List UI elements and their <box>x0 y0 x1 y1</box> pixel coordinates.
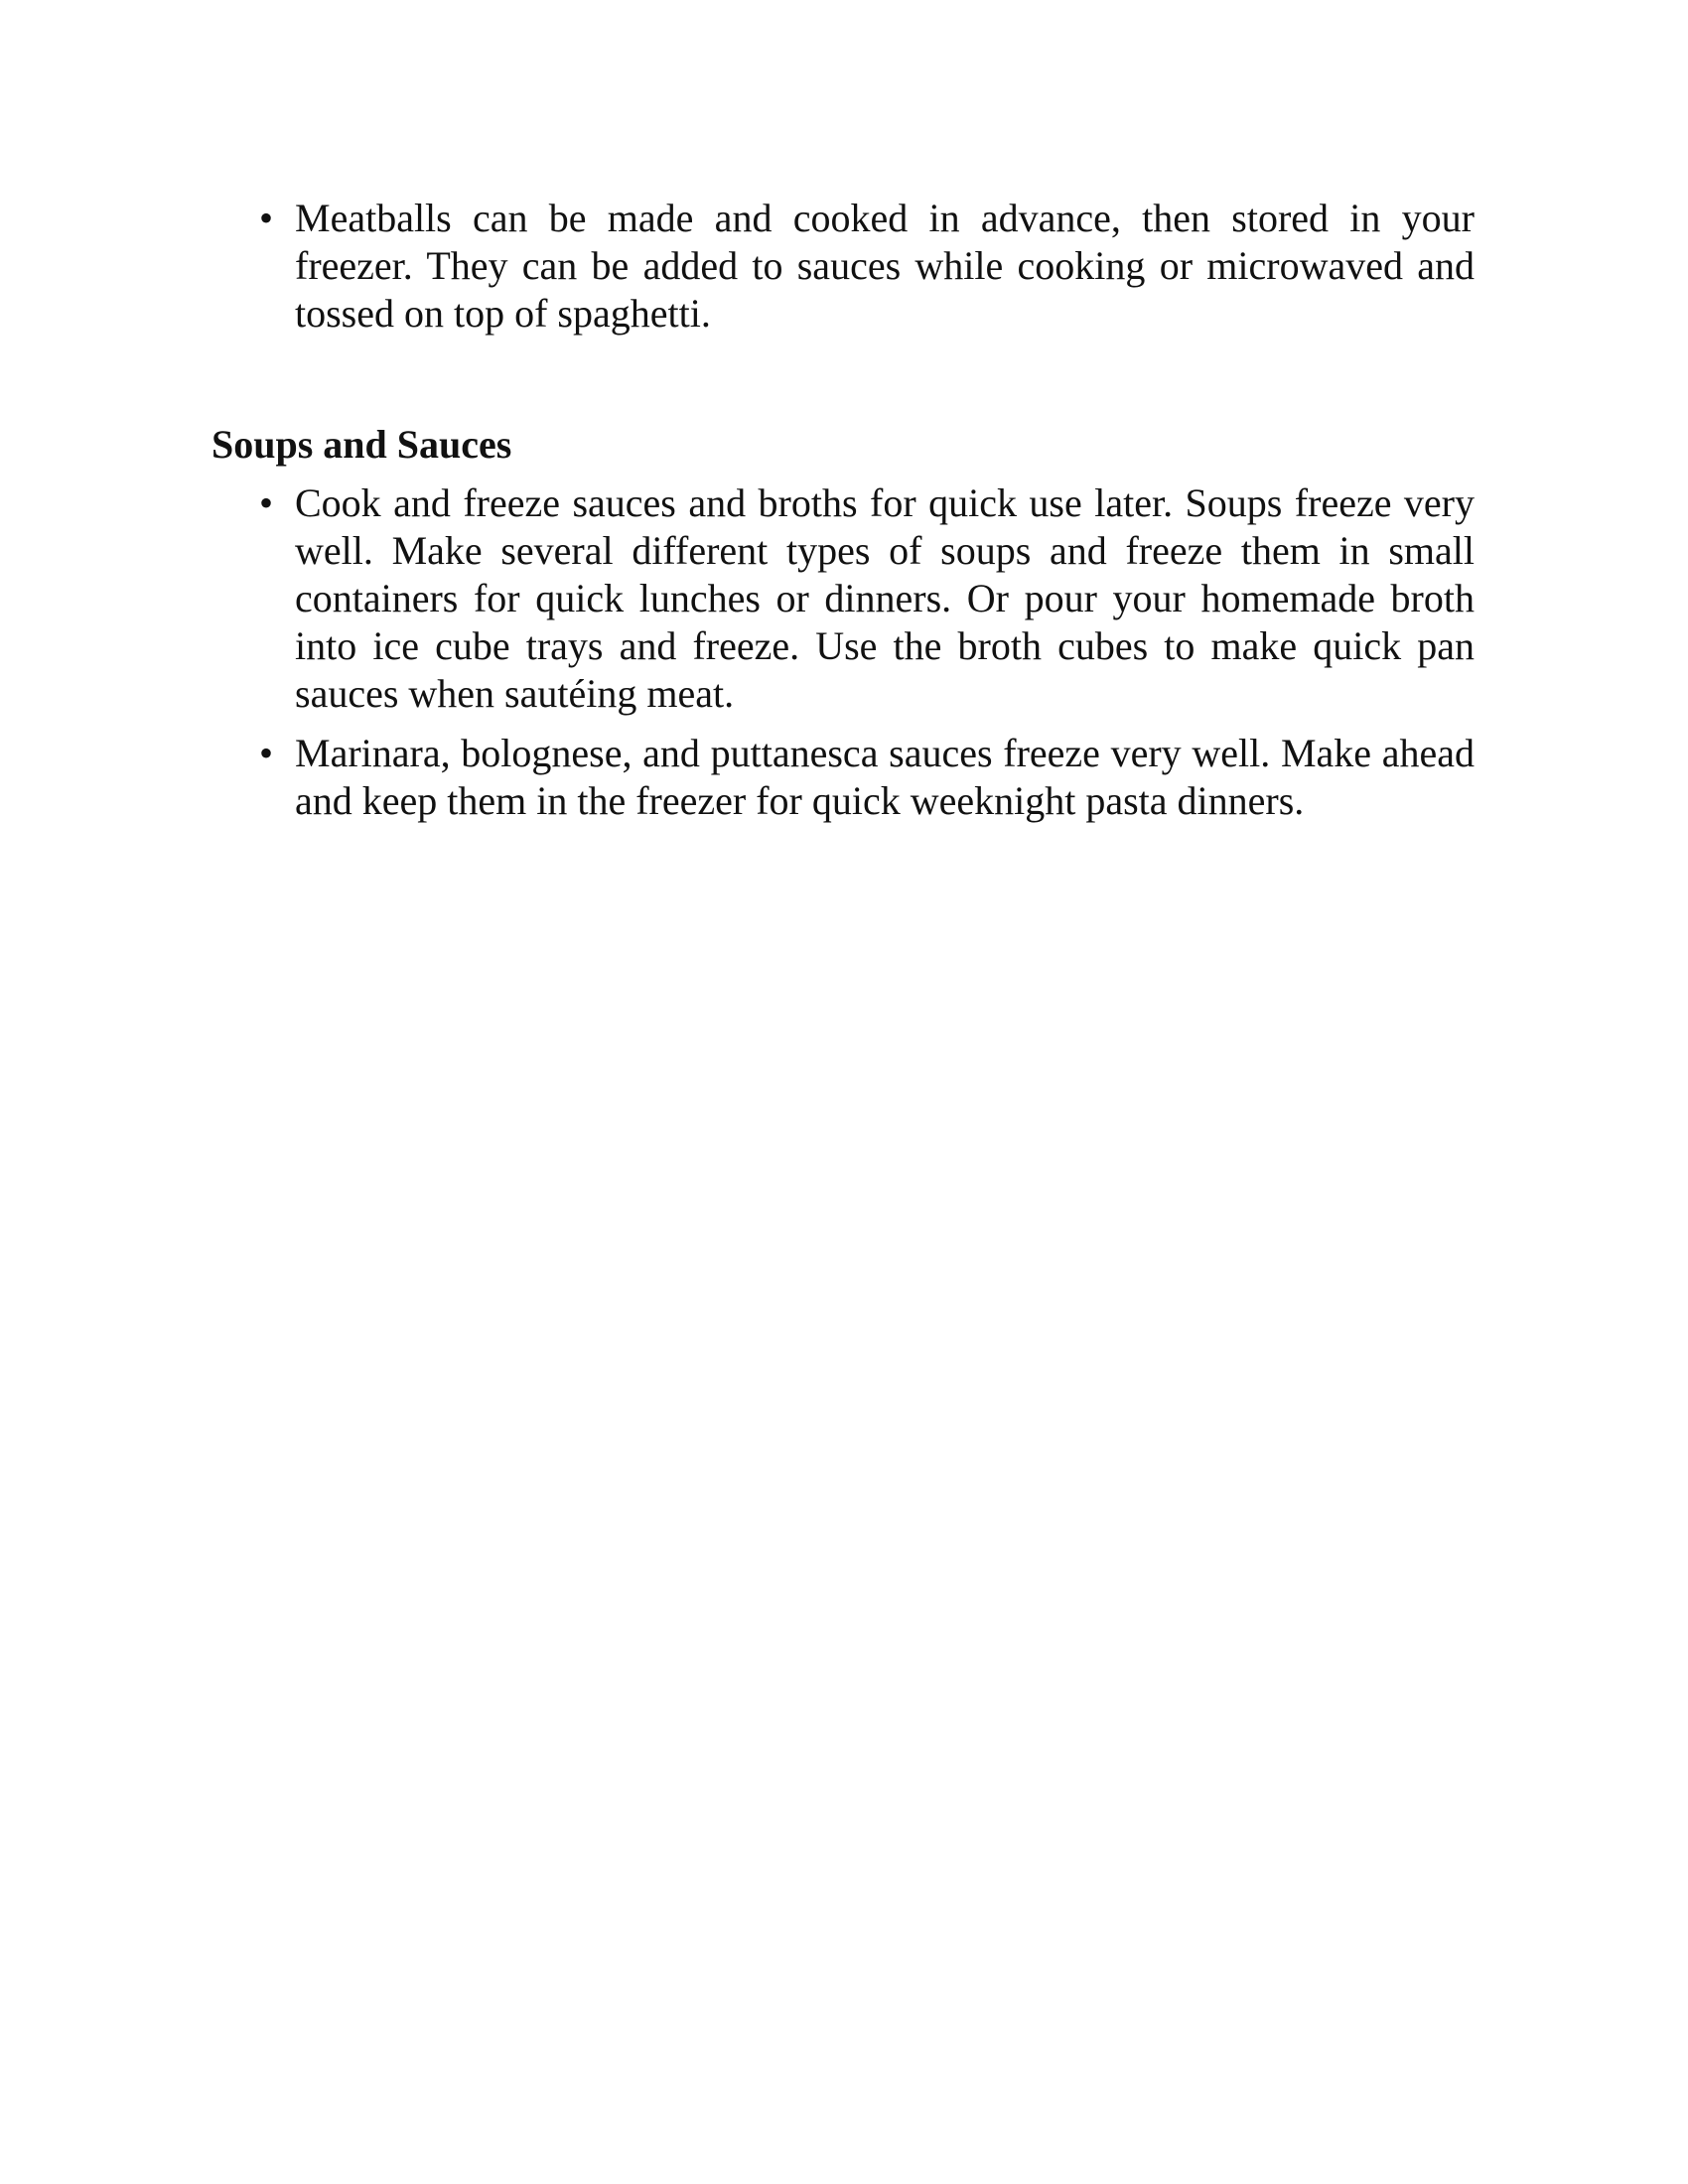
bullet-icon: • <box>259 731 274 775</box>
bullet-icon: • <box>259 480 274 525</box>
meatballs-section <box>211 195 1475 338</box>
section-heading: Soups and Sauces <box>211 422 512 467</box>
list-item <box>211 479 1475 718</box>
list-item-text: Cook and freeze sauces and broths for quick use later. Soups freeze very well. Make several different types of soups and freeze them in small containers for quick lunches or dinners. Or pour your homemade broth into ice cube trays and freeze. Use the broth cubes to make quick pan sauces when sautéing meat. <box>295 480 1475 716</box>
list-item-text: Meatballs can be made and cooked in advance, then stored in your freezer. They can be added to sauces while cooking or microwaved and tossed on top of spaghetti. <box>295 196 1475 336</box>
bullet-list <box>211 195 1475 338</box>
list-item <box>211 730 1475 825</box>
soups-and-sauces-section <box>211 421 1475 825</box>
page-content <box>211 195 1475 825</box>
bullet-icon: • <box>259 196 274 240</box>
bullet-list <box>211 479 1475 825</box>
list-item <box>211 195 1475 338</box>
list-item-text: Marinara, bolognese, and puttanesca sauces freeze very well. Make ahead and keep them in the freezer for quick weeknight pasta dinners. <box>295 731 1475 823</box>
